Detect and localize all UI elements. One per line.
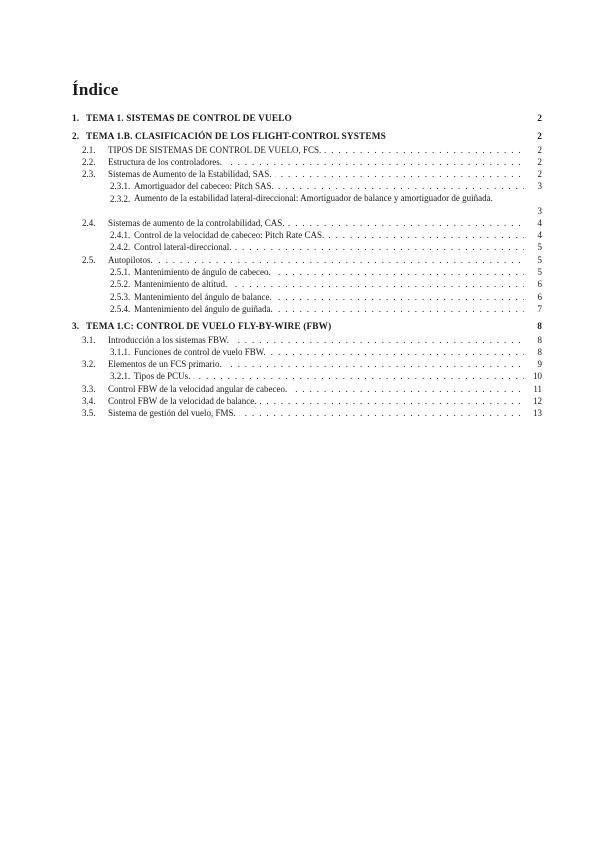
toc-page-number: 3 bbox=[535, 204, 543, 218]
toc-entry-number: 3.5. bbox=[82, 408, 96, 418]
toc-chapter-entry[interactable] bbox=[72, 130, 542, 144]
toc-page-number: 13 bbox=[530, 406, 542, 420]
toc-chapter-entry[interactable] bbox=[72, 320, 542, 334]
toc-page-number: 8 bbox=[535, 345, 543, 359]
toc-entry-title: Tipos de PCUs. bbox=[134, 371, 193, 381]
toc-page-number: 6 bbox=[535, 290, 543, 304]
toc-entry-title: Funciones de control de vuelo FBW. bbox=[134, 347, 269, 357]
toc-entry-title: TEMA 1.C: CONTROL DE VUELO FLY-BY-WIRE (FBW) bbox=[86, 322, 334, 332]
toc-entry-title: Elementos de un FCS primario. bbox=[108, 359, 225, 369]
toc-entry-title: Mantenimiento de altitud. bbox=[134, 279, 230, 289]
toc-page-number: 7 bbox=[535, 302, 543, 316]
toc-entry-number: 3.4. bbox=[82, 396, 96, 406]
toc-entry-title: Autopilotos. bbox=[108, 255, 156, 265]
toc-entry-title: TIPOS DE SISTEMAS DE CONTROL DE VUELO, FCS. bbox=[108, 145, 324, 155]
toc-entry-number: 2.5.4. bbox=[110, 304, 131, 314]
toc-page-number: 4 bbox=[535, 216, 543, 230]
toc-entry-number: 2.5.2. bbox=[110, 279, 131, 289]
toc-chapter-entry[interactable] bbox=[72, 112, 542, 126]
toc-entry-number: 2.4.1. bbox=[110, 230, 131, 240]
toc-entry-title: Control FBW de la velocidad de balance. bbox=[108, 396, 260, 406]
toc-entry-title: Mantenimiento del ángulo de balance. bbox=[134, 292, 275, 302]
toc-page-number: 11 bbox=[530, 382, 542, 396]
toc-entry-number: 2.1. bbox=[82, 145, 96, 155]
toc-entry-number: 3.3. bbox=[82, 384, 96, 394]
toc-subsection-entry[interactable] bbox=[72, 302, 542, 316]
toc-page-number: 2 bbox=[534, 130, 542, 144]
toc-subsection-entry[interactable] bbox=[72, 179, 542, 193]
toc-page-number: 4 bbox=[535, 228, 543, 242]
toc-entry-number: 2. bbox=[72, 132, 80, 142]
toc-entry-title: TEMA 1. SISTEMAS DE CONTROL DE VUELO bbox=[86, 114, 295, 124]
toc-entry-number: 2.4. bbox=[82, 218, 96, 228]
toc-entry-title: Control lateral-direccional. bbox=[134, 242, 234, 252]
toc-subsection-entry[interactable] bbox=[72, 240, 542, 254]
toc-page-number: 8 bbox=[535, 333, 543, 347]
toc-entry-number: 2.2. bbox=[82, 157, 96, 167]
toc-title: Índice bbox=[72, 80, 119, 99]
toc-page-number: 8 bbox=[534, 320, 542, 334]
toc-entry-number: 2.5.1. bbox=[110, 267, 131, 277]
toc-entry-title: Estructura de los controladores. bbox=[108, 157, 225, 167]
toc-entry-title: Amortiguador del cabeceo: Pitch SAS. bbox=[134, 181, 277, 191]
toc-page-number: 2 bbox=[535, 143, 543, 157]
toc-entry-title: Mantenimiento de ángulo de cabeceo. bbox=[134, 267, 274, 277]
toc-entry-number: 3. bbox=[72, 322, 80, 332]
toc-entry-title: Sistema de gestión del vuelo, FMS. bbox=[108, 408, 239, 418]
toc-section-entry[interactable] bbox=[72, 406, 542, 420]
toc-entry-title: Sistemas de Aumento de la Estabilidad, SAS. bbox=[108, 169, 275, 179]
toc-entry-number: 3.1. bbox=[82, 335, 96, 345]
toc-entry-title: Aumento de la estabilidad lateral-direccional: Amortiguador de balance y amortiguador de guiñada. bbox=[134, 193, 496, 203]
toc-entry-number: 3.2. bbox=[82, 359, 96, 369]
toc-subsection-entry[interactable] bbox=[72, 192, 542, 218]
toc-page-number: 5 bbox=[535, 253, 543, 267]
toc-entry-number: 2.5.3. bbox=[110, 292, 131, 302]
toc-subsection-entry[interactable] bbox=[72, 277, 542, 291]
toc-entry-number: 2.3.2. bbox=[110, 194, 131, 204]
toc-page-number: 2 bbox=[535, 167, 543, 181]
toc-page-number: 2 bbox=[534, 112, 542, 126]
toc-subsection-entry[interactable] bbox=[72, 369, 542, 383]
toc-page-number: 9 bbox=[535, 357, 543, 371]
toc-page-number: 5 bbox=[535, 240, 543, 254]
toc-entry-number: 2.3.1. bbox=[110, 181, 131, 191]
toc-entry-number: 2.5. bbox=[82, 255, 96, 265]
toc-entry-title: Control FBW de la velocidad angular de cabeceo. bbox=[108, 384, 290, 394]
toc-entry-number: 2.4.2. bbox=[110, 242, 131, 252]
toc-entry-title: TEMA 1.B. CLASIFICACIÓN DE LOS FLIGHT-CONTROL SYSTEMS bbox=[86, 132, 389, 142]
toc-page-number: 2 bbox=[535, 155, 543, 169]
toc-page-number: 5 bbox=[535, 265, 543, 279]
toc-entry-title: Mantenimiento del ángulo de guiñada. bbox=[134, 304, 276, 314]
toc-entry-title: Control de la velocidad de cabeceo: Pitch Rate CAS. bbox=[134, 230, 327, 240]
toc-page-number: 10 bbox=[530, 369, 542, 383]
toc-page-number: 12 bbox=[530, 394, 542, 408]
toc-entry-number: 3.2.1. bbox=[110, 371, 131, 381]
toc-entry-number: 2.3. bbox=[82, 169, 96, 179]
toc-page-number: 3 bbox=[535, 179, 543, 193]
toc-entry-title: Sistemas de aumento de la controlabilidad, CAS. bbox=[108, 218, 287, 228]
toc-entry-number: 3.1.1. bbox=[110, 347, 131, 357]
toc-page-number: 6 bbox=[535, 277, 543, 291]
toc-entry-title: Introducción a los sistemas FBW. bbox=[108, 335, 232, 345]
toc-entry-number: 1. bbox=[72, 114, 80, 124]
